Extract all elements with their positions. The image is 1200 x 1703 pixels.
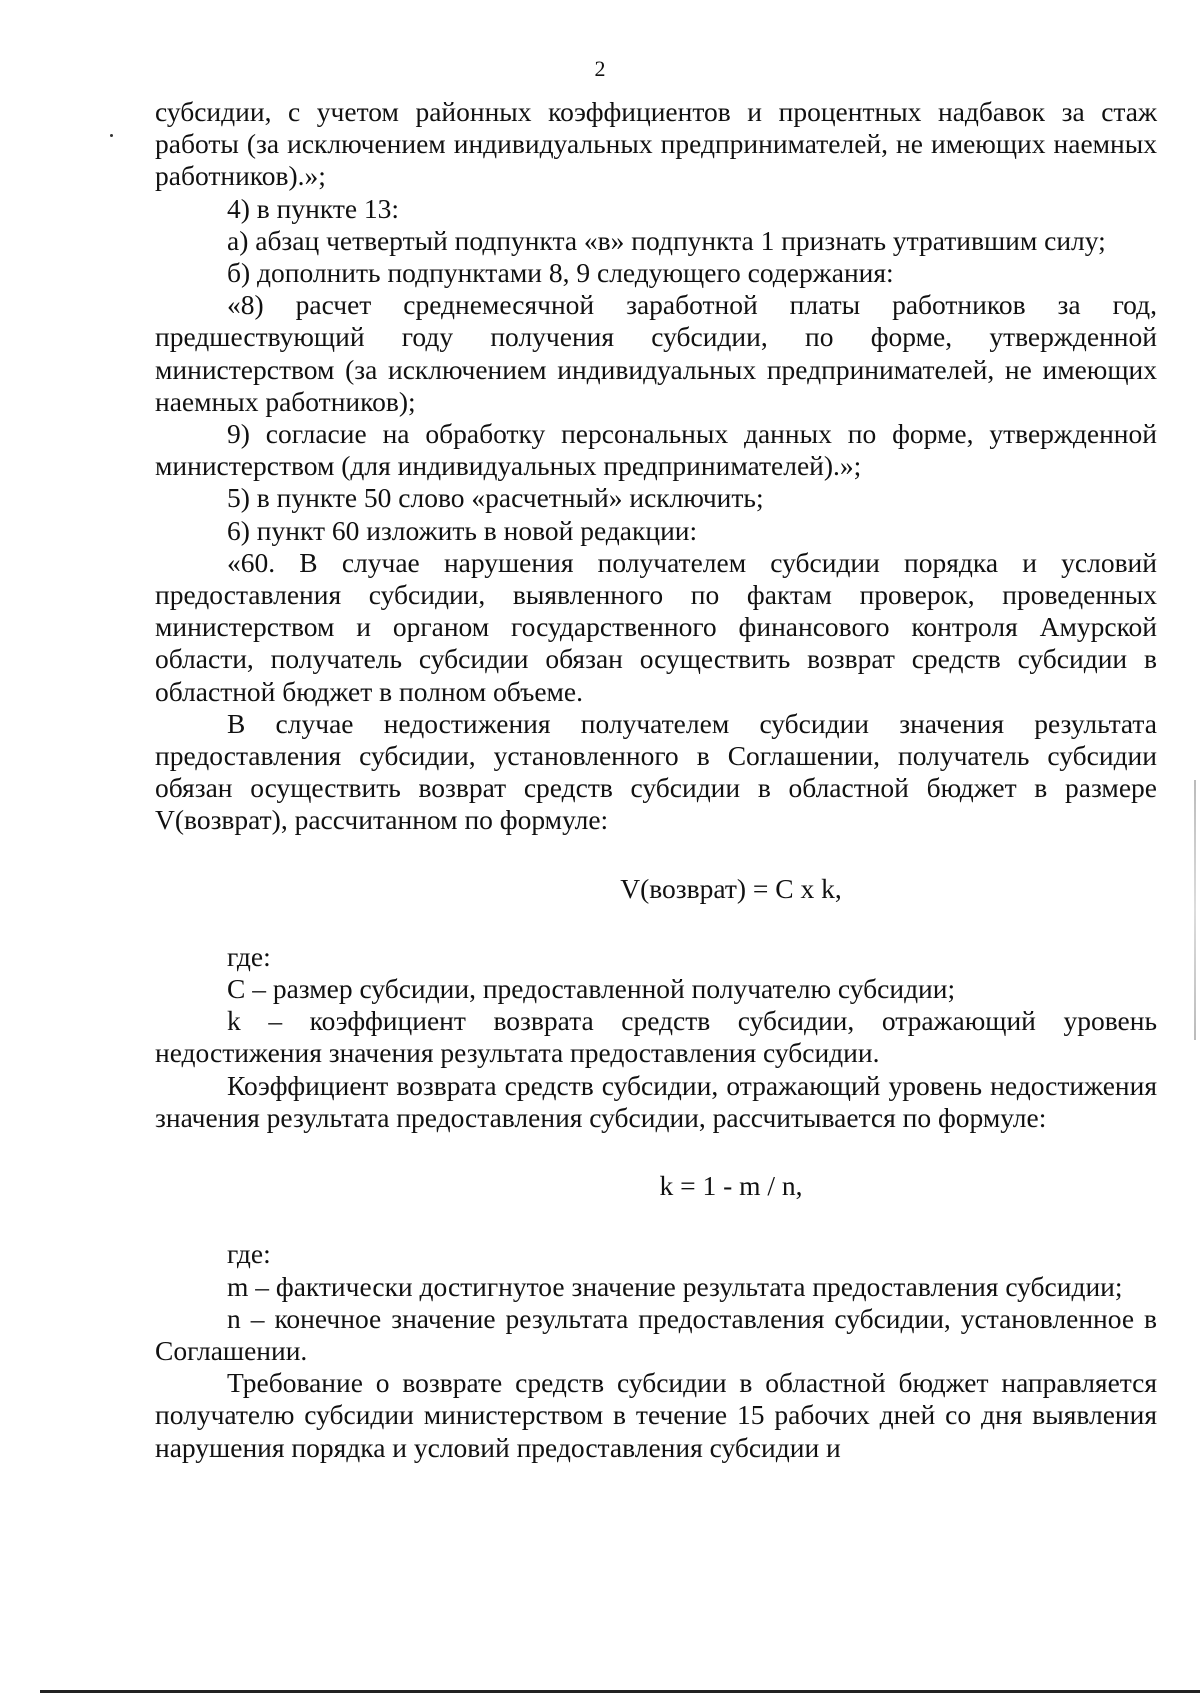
paragraph-item-6: 6) пункт 60 изложить в новой редакции: (227, 514, 698, 546)
paragraph-point-60: «60. В случае нарушения получателем субсидии порядка и условий предоставления субсидии, выявленного по фактам проверок, проведенных министерством и органом государственного финансового контроля Амурской области, получатель субсидии обязан осуществить возврат средств субсидии в областной бюджет в полном объеме. (155, 546, 1157, 707)
definition-n: n – конечное значение результата предоставления субсидии, установленное в Соглашении. (155, 1302, 1157, 1366)
scan-speck (110, 134, 113, 137)
document-body (155, 96, 1157, 1464)
scan-edge-shadow (1194, 780, 1196, 1040)
paragraph-subitem-8: «8) расчет среднемесячной заработной платы работников за год, предшествующий году получения субсидии, по форме, утвержденной министерством (за исключением индивидуальных предпринимателей, не имеющих наемных работников); (155, 289, 1157, 417)
where-label: где: (227, 940, 271, 972)
definition-c: С – размер субсидии, предоставленной получателю субсидии; (227, 973, 956, 1005)
definition-m: m – фактически достигнутое значение результата предоставления субсидии; (227, 1270, 1123, 1302)
formula-coefficient: k = 1 - m / n, (659, 1170, 803, 1202)
paragraph-requirement: Требование о возврате средств субсидии в областной бюджет направляется получателю субсидии министерством в течение 15 рабочих дней со дня выявления нарушения порядка и условий предоставления субсидии и (155, 1367, 1157, 1463)
formula-return-amount: V(возврат) = C x k, (620, 872, 842, 904)
where-label: где: (227, 1238, 271, 1270)
definition-k: k – коэффициент возврата средств субсидии, отражающий уровень недостижения значения результата предоставления субсидии. (155, 1005, 1157, 1069)
paragraph-item-4a: а) абзац четвертый подпункта «в» подпункта 1 признать утратившим силу; (227, 224, 1106, 256)
paragraph-subitem-9: 9) согласие на обработку персональных данных по форме, утвержденной министерством (для индивидуальных предпринимателей).»; (155, 418, 1157, 482)
bottom-rule (40, 1690, 1200, 1693)
paragraph-item-4: 4) в пункте 13: (227, 192, 400, 224)
page-number: 2 (594, 56, 606, 81)
paragraph-non-achievement: В случае недостижения получателем субсидии значения результата предоставления субсидии, установленного в Соглашении, получатель субсидии обязан осуществить возврат средств субсидии в областной бюджет в размере V(возврат), рассчитанном по формуле: (155, 707, 1157, 836)
paragraph-coefficient: Коэффициент возврата средств субсидии, отражающий уровень недостижения значения результата предоставления субсидии, рассчитывается по формуле: (155, 1069, 1157, 1133)
paragraph-item-5: 5) в пункте 50 слово «расчетный» исключить; (227, 482, 764, 514)
paragraph-continuation: субсидии, с учетом районных коэффициентов и процентных надбавок за стаж работы (за исключением индивидуальных предпринимателей, не имеющих наемных работников).»; (155, 96, 1157, 192)
paragraph-item-4b: б) дополнить подпунктами 8, 9 следующего содержания: (227, 257, 894, 289)
